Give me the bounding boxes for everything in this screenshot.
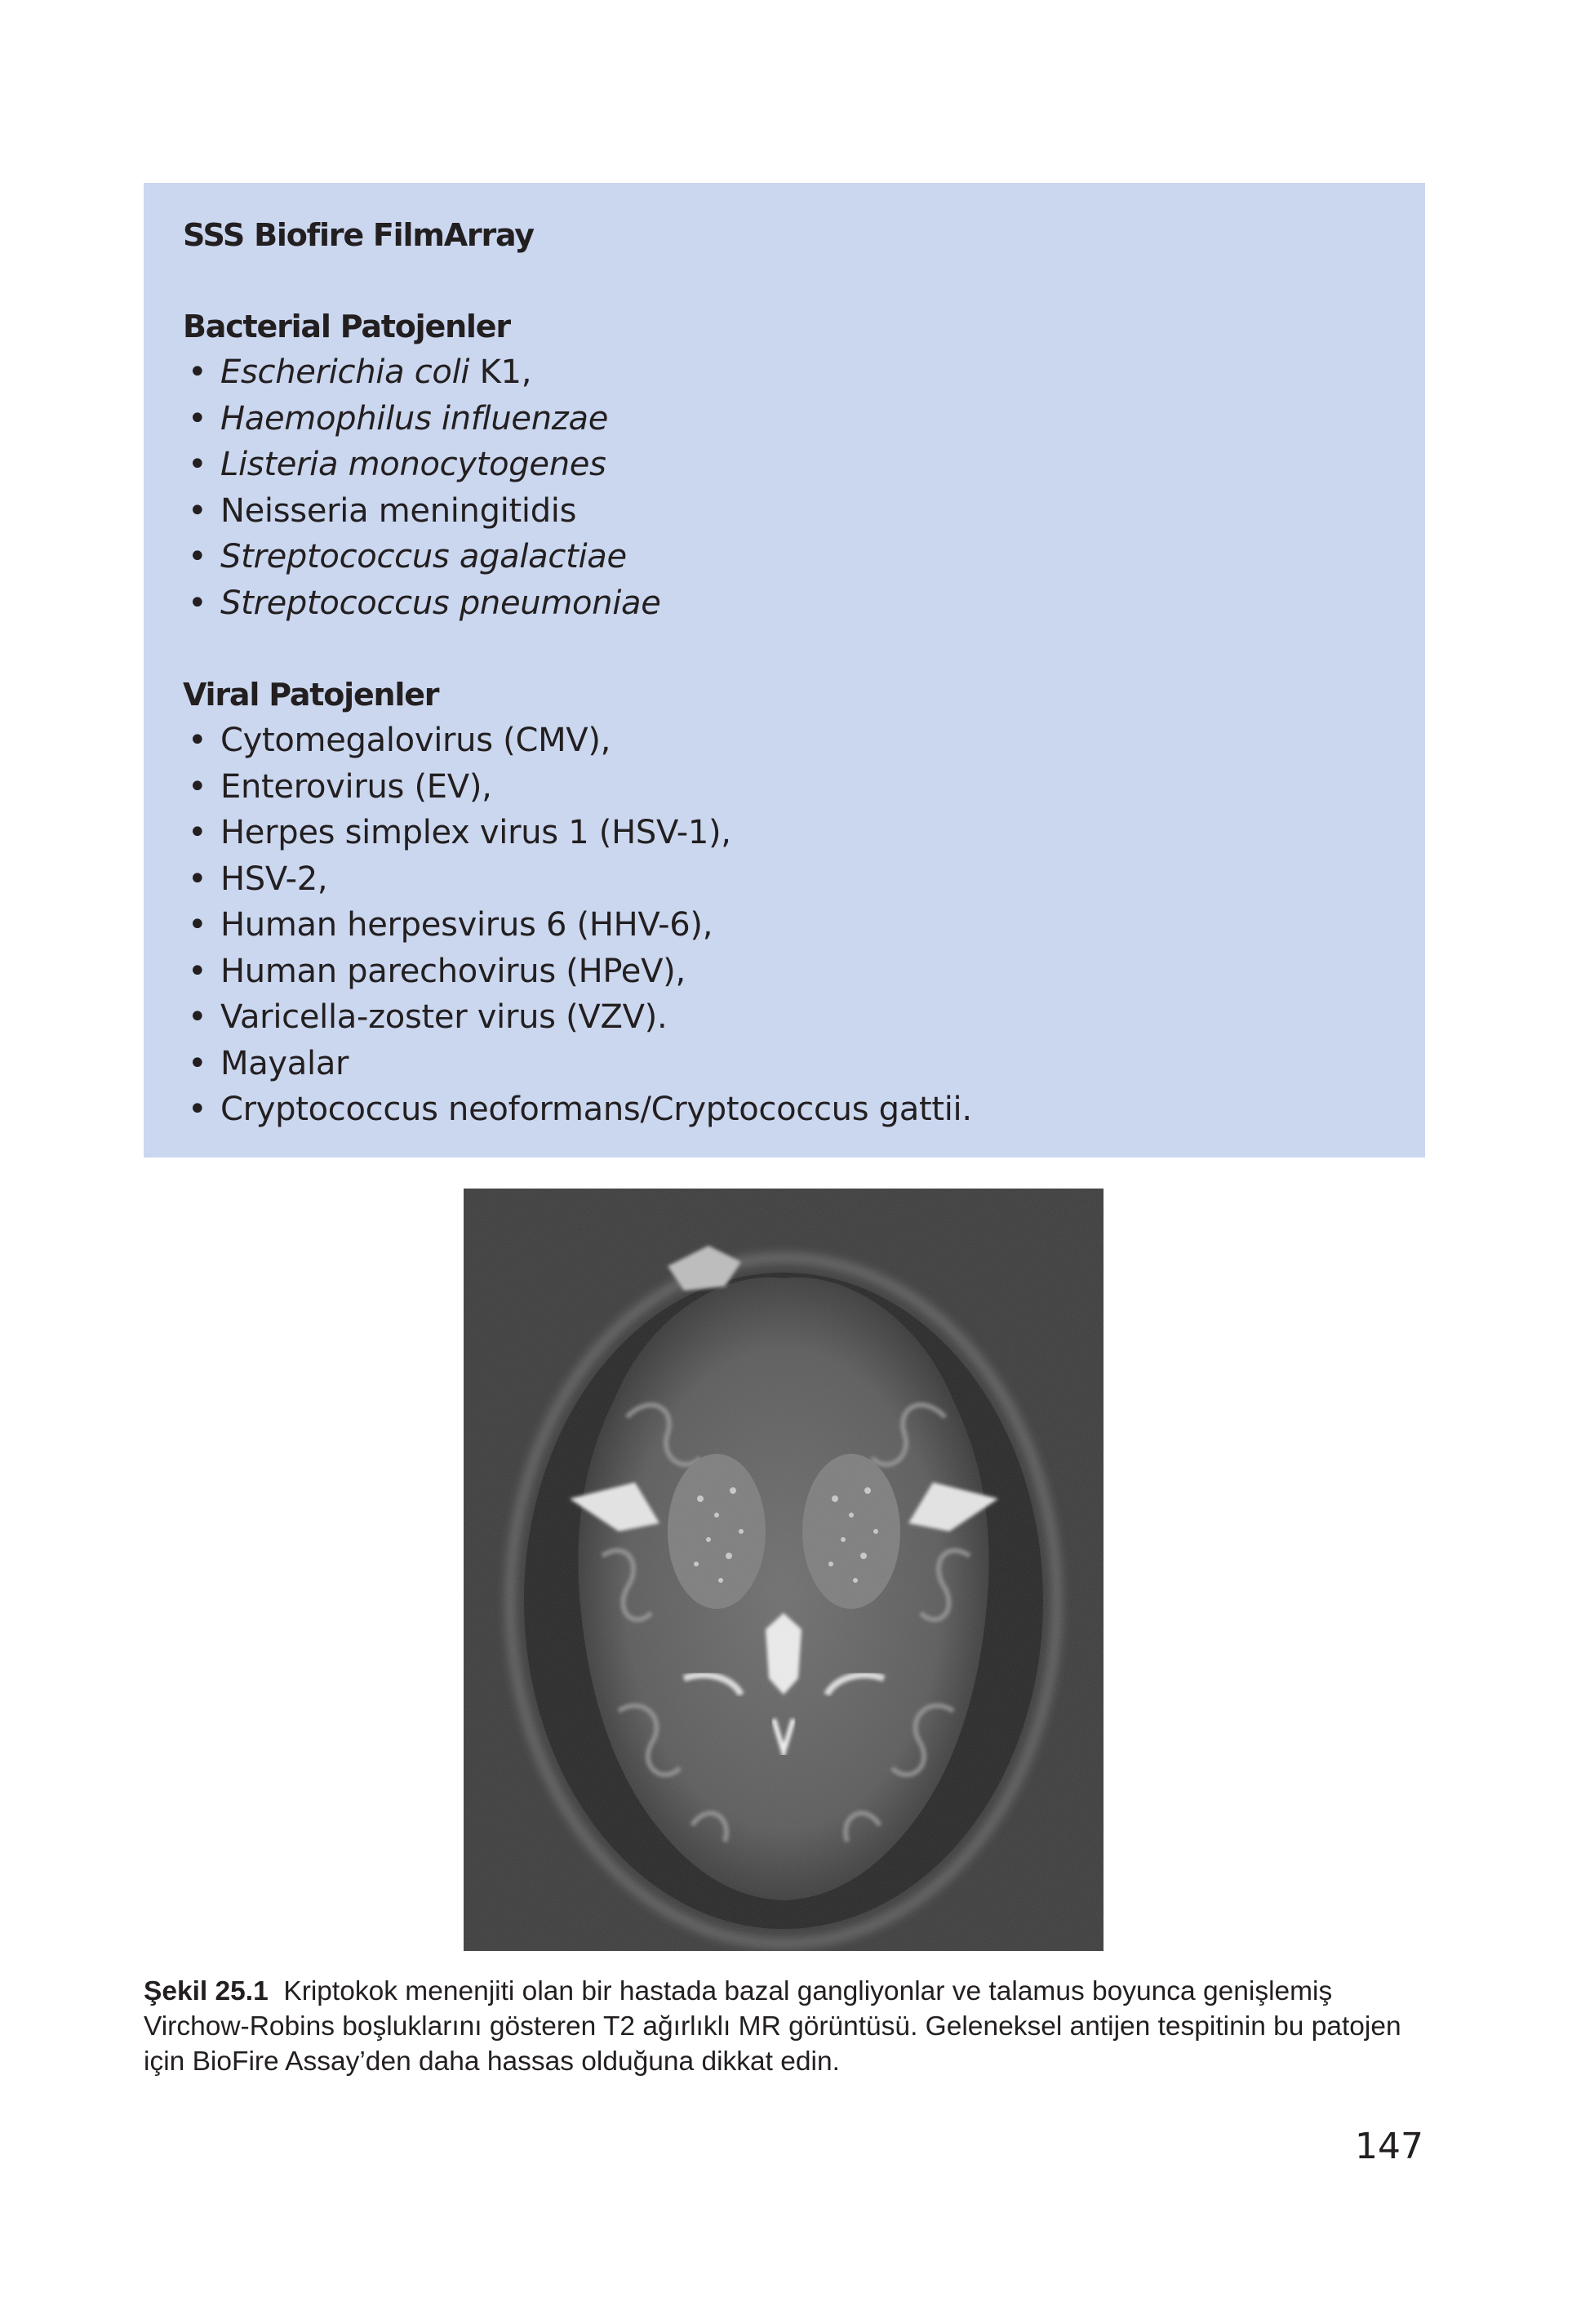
bullet-icon: •	[188, 1091, 207, 1128]
bacterial-item-name: Streptococcus agalactiae	[220, 538, 627, 575]
viral-list	[183, 718, 1386, 1133]
bacterial-item-name: Streptococcus pneumoniae	[220, 584, 661, 622]
bullet-icon: •	[188, 998, 207, 1036]
viral-list-item	[183, 764, 1386, 811]
figure-caption-text: Kriptokok menenjiti olan bir hastada bazal gangliyonlar ve talamus boyunca genişlemiş Virchow-Robins boşluklarını gösteren T2 ağırlıklı MR görüntüsü. Geleneksel antijen tespitinin bu patojen için BioFire Assay’den daha hassas olduğuna dikkat edin.	[144, 1976, 1401, 2077]
bacterial-list-item	[183, 442, 1386, 488]
viral-item-name: Mayalar	[220, 1044, 349, 1082]
viral-heading: Viral Patojenler	[183, 677, 439, 713]
bacterial-heading: Bacterial Patojenler	[183, 309, 510, 344]
bullet-icon: •	[188, 814, 207, 851]
bullet-icon: •	[188, 952, 207, 990]
bullet-icon: •	[188, 1044, 207, 1082]
bacterial-item-name: Escherichia coli	[220, 353, 470, 391]
viral-list-item	[183, 856, 1386, 903]
bullet-icon: •	[188, 722, 207, 759]
bacterial-list-item	[183, 488, 1386, 535]
viral-item-name: Enterovirus (EV),	[220, 767, 492, 806]
bacterial-list-item	[183, 534, 1386, 580]
viral-list-item	[183, 994, 1386, 1041]
bullet-icon: •	[188, 538, 207, 575]
bacterial-list-item	[183, 580, 1386, 627]
bacterial-list-item	[183, 396, 1386, 442]
viral-list-item	[183, 810, 1386, 856]
viral-item-name: Cryptococcus neoformans/Cryptococcus gattii.	[220, 1091, 972, 1128]
bullet-icon: •	[188, 491, 207, 530]
bullet-icon: •	[188, 767, 207, 806]
bullet-icon: •	[188, 399, 207, 438]
viral-item-name: Human parechovirus (HPeV),	[220, 952, 686, 990]
viral-list-item	[183, 718, 1386, 764]
viral-list-item	[183, 1086, 1386, 1133]
viral-item-name: Herpes simplex virus 1 (HSV-1),	[220, 814, 731, 851]
info-box	[144, 183, 1425, 1158]
bacterial-item-name: Neisseria meningitidis	[220, 491, 577, 530]
bullet-icon: •	[188, 906, 207, 944]
viral-item-name: Cytomegalovirus (CMV),	[220, 722, 611, 759]
bacterial-list-item	[183, 349, 1386, 396]
bullet-icon: •	[188, 353, 207, 391]
mri-image	[464, 1189, 1104, 1951]
viral-item-name: Varicella-zoster virus (VZV).	[220, 998, 668, 1036]
bacterial-item-name: Listeria monocytogenes	[220, 446, 606, 483]
viral-item-name: HSV-2,	[220, 860, 328, 898]
viral-list-item	[183, 1041, 1386, 1087]
bullet-icon: •	[188, 860, 207, 898]
bullet-icon: •	[188, 446, 207, 483]
bullet-icon: •	[188, 584, 207, 622]
bacterial-item-name: Haemophilus influenzae	[220, 399, 609, 438]
box-title: SSS Biofire FilmArray	[183, 217, 534, 253]
viral-item-name: Human herpesvirus 6 (HHV-6),	[220, 906, 713, 944]
bacterial-item-suffix: K1,	[469, 353, 532, 391]
figure-caption	[144, 1974, 1425, 2079]
viral-list-item	[183, 902, 1386, 949]
bacterial-list	[183, 349, 1386, 626]
figure-label: Şekil 25.1	[144, 1976, 269, 2006]
page-number: 147	[1355, 2126, 1423, 2167]
viral-list-item	[183, 949, 1386, 995]
